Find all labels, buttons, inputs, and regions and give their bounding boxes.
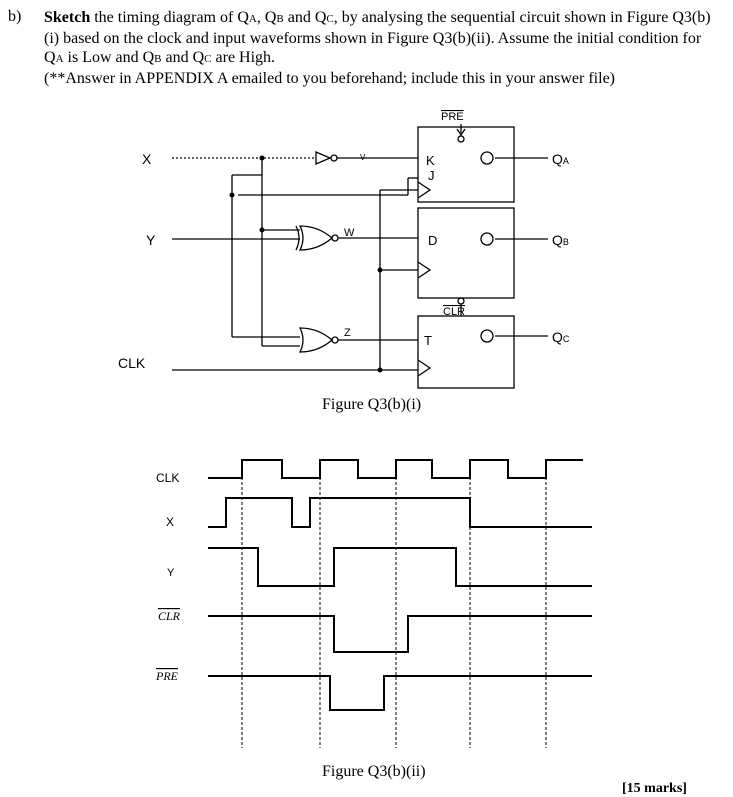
qc-label: QC	[552, 329, 570, 345]
q-sep-2: and Q	[283, 9, 327, 26]
q-sub-a2: A	[55, 53, 64, 65]
q-and: and Q	[161, 49, 205, 66]
figure-caption-timing: Figure Q3(b)(ii)	[322, 763, 426, 780]
clr-waveform	[208, 616, 592, 652]
gate-w-label: W	[344, 227, 355, 239]
input-x-label: X	[142, 151, 152, 167]
ff-a-k-label: K	[426, 153, 435, 168]
ff-c-t-label: T	[424, 333, 432, 348]
timing-clr-label: CLR	[158, 609, 181, 623]
marks-label: [15 marks]	[622, 781, 687, 796]
question-label: b)	[8, 8, 22, 25]
timing-x-label: X	[166, 515, 175, 529]
pre-label: PRE	[441, 111, 464, 123]
qa-label: QA	[552, 151, 569, 167]
input-clk-label: CLK	[118, 355, 146, 371]
question-note: (**Answer in APPENDIX A emailed to you beforehand; include this in your answer file)	[44, 70, 615, 87]
q-init-low: is Low and Q	[63, 49, 155, 66]
question-bold-lead: Sketch	[44, 9, 91, 26]
clk-waveform	[208, 460, 583, 478]
x-waveform	[208, 498, 592, 527]
ff-c-box	[418, 316, 514, 388]
q-sub-b2: B	[154, 53, 162, 65]
figure-caption-circuit: Figure Q3(b)(i)	[322, 396, 422, 413]
q-sub-a: A	[248, 13, 257, 25]
gate-v-label: V	[360, 153, 366, 162]
qb-label: QB	[552, 232, 569, 248]
ff-b-d-label: D	[428, 233, 438, 248]
q-text-1: the timing diagram of Q	[90, 9, 249, 26]
q-sub-b: B	[276, 13, 284, 25]
y-waveform	[208, 548, 592, 586]
timing-clk-label: CLK	[156, 471, 180, 485]
ff-b-box	[418, 208, 514, 298]
input-y-label: Y	[146, 232, 156, 248]
q-init-high: are High.	[211, 49, 276, 66]
pre-waveform	[208, 676, 592, 710]
timing-pre-label: PRE	[156, 669, 178, 683]
q-text-2: , by analysing the sequential circuit shown in Figure Q3(b)(i) based on the clock and input waveforms shown in Figure Q3(b)(ii). Assume the initial condition for Q	[44, 9, 711, 66]
q-sub-c2: C	[204, 53, 212, 65]
timing-y-label: Y	[167, 567, 175, 579]
gate-z-label: Z	[344, 327, 351, 339]
clr-label: CLR	[443, 306, 466, 318]
q-sep-1: , Q	[256, 9, 277, 26]
ff-a-j-label: J	[428, 168, 435, 183]
q-sub-c: C	[326, 13, 334, 25]
